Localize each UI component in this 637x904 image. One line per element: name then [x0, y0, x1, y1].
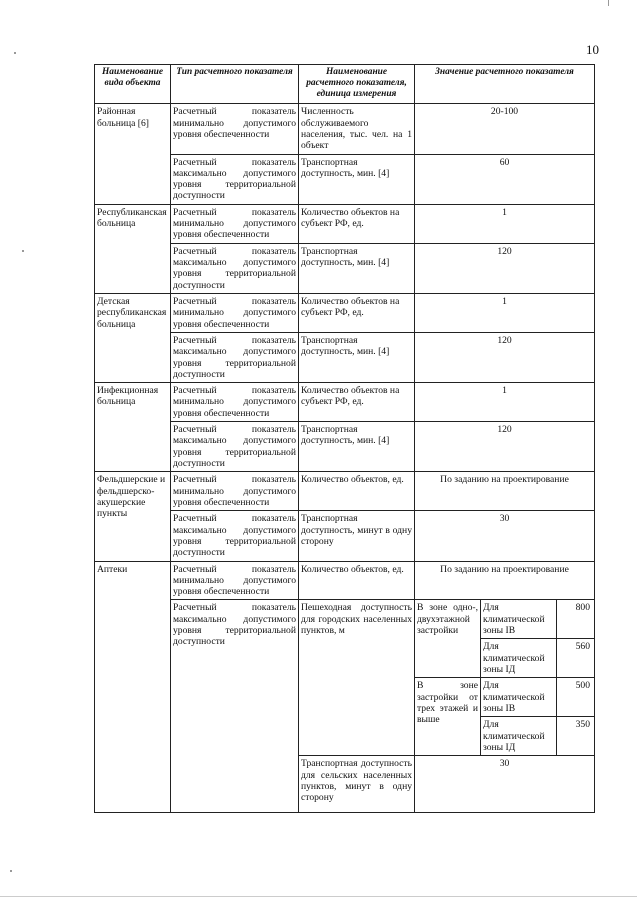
header-indicator: Наименование расчетного показателя, единица измерения: [299, 65, 415, 104]
indicator-value: 120: [415, 243, 595, 293]
indicator-value: 20-100: [415, 104, 595, 154]
indicator-value: По заданию на проектирование: [415, 561, 595, 600]
page-bottom-edge: [0, 896, 637, 897]
indicator-type: Расчетный показатель максимально допустимого уровня территориальной доступности: [171, 243, 299, 293]
indicator-type: Расчетный показатель минимально допустимого уровня обеспеченности: [171, 204, 299, 243]
indicator-type: Расчетный показатель минимально допустимого уровня обеспеченности: [171, 472, 299, 511]
header-type: Тип расчетного показателя: [171, 65, 299, 104]
page-number: 10: [586, 42, 599, 57]
climate-zone-label: Для климатической зоны IД: [481, 717, 557, 756]
indicator-value: 120: [415, 422, 595, 472]
indicator-type: Расчетный показатель минимально допустимого уровня обеспеченности: [171, 293, 299, 332]
indicator-value: 120: [415, 332, 595, 382]
indicator-value: 60: [415, 154, 595, 204]
object-name: Детская республиканская больница: [95, 293, 171, 382]
scan-artifact: [10, 870, 12, 872]
indicator-name: Количество объектов, ед.: [299, 472, 415, 511]
table-row: [95, 104, 595, 154]
indicator-name: Транспортная доступность, мин. [4]: [299, 243, 415, 293]
indicator-value: 500: [557, 678, 595, 717]
object-name: Фельдшерские и фельдшерско-акушерские пункты: [95, 472, 171, 561]
indicator-type: Расчетный показатель максимально допустимого уровня территориальной доступности: [171, 332, 299, 382]
indicator-value: 1: [415, 383, 595, 422]
indicator-value: 350: [557, 717, 595, 756]
indicator-name: Транспортная доступность, мин. [4]: [299, 332, 415, 382]
table-row: [95, 383, 595, 422]
zone-label: В зоне одно-, двухэтажной застройки: [415, 600, 481, 678]
indicator-name: Транспортная доступность, мин. [4]: [299, 154, 415, 204]
indicator-name: Численность обслуживаемого населения, тыс. чел. на 1 объект: [299, 104, 415, 154]
scan-artifact: [608, 0, 609, 6]
indicator-name: Транспортная доступность, минут в одну сторону: [299, 511, 415, 561]
zone-label: В зоне застройки от трех этажей и выше: [415, 678, 481, 756]
indicator-value: 1: [415, 204, 595, 243]
indicator-type: Расчетный показатель максимально допустимого уровня территориальной доступности: [171, 600, 299, 813]
indicator-value: 800: [557, 600, 595, 639]
climate-zone-label: Для климатической зоны IВ: [481, 600, 557, 639]
indicator-name: Транспортная доступность для сельских населенных пунктов, минут в одну сторону: [299, 756, 415, 813]
indicator-name: Транспортная доступность, мин. [4]: [299, 422, 415, 472]
scan-artifact: [22, 250, 24, 252]
indicator-name: Пешеходная доступность для городских населенных пунктов, м: [299, 600, 415, 756]
object-name: Аптеки: [95, 561, 171, 813]
header-object: Наименование вида объекта: [95, 65, 171, 104]
indicator-value: 1: [415, 293, 595, 332]
table-row: [95, 561, 595, 600]
table-row: [95, 204, 595, 243]
indicator-name: Количество объектов, ед.: [299, 561, 415, 600]
indicator-type: Расчетный показатель максимально допустимого уровня территориальной доступности: [171, 422, 299, 472]
indicator-value: 560: [557, 639, 595, 678]
indicator-type: Расчетный показатель максимально допустимого уровня территориальной доступности: [171, 154, 299, 204]
indicator-value: 30: [415, 511, 595, 561]
indicator-type: Расчетный показатель минимально допустимого уровня обеспеченности: [171, 104, 299, 154]
indicator-type: Расчетный показатель минимально допустимого уровня обеспеченности: [171, 383, 299, 422]
indicator-name: Количество объектов на субъект РФ, ед.: [299, 293, 415, 332]
indicator-value: 30: [415, 756, 595, 813]
norms-table: [94, 64, 595, 813]
indicator-name: Количество объектов на субъект РФ, ед.: [299, 383, 415, 422]
object-name: Районная больница [6]: [95, 104, 171, 205]
climate-zone-label: Для климатической зоны IД: [481, 639, 557, 678]
indicator-type: Расчетный показатель минимально допустимого уровня обеспеченности: [171, 561, 299, 600]
indicator-name: Количество объектов на субъект РФ, ед.: [299, 204, 415, 243]
indicator-value: По заданию на проектирование: [415, 472, 595, 511]
object-name: Республиканская больница: [95, 204, 171, 293]
table-header-row: [95, 65, 595, 104]
scan-artifact: [14, 52, 16, 54]
object-name: Инфекционная больница: [95, 383, 171, 472]
header-value: Значение расчетного показателя: [415, 65, 595, 104]
table-row: [95, 472, 595, 511]
indicator-type: Расчетный показатель максимально допустимого уровня территориальной доступности: [171, 511, 299, 561]
table-row: [95, 293, 595, 332]
climate-zone-label: Для климатической зоны IВ: [481, 678, 557, 717]
